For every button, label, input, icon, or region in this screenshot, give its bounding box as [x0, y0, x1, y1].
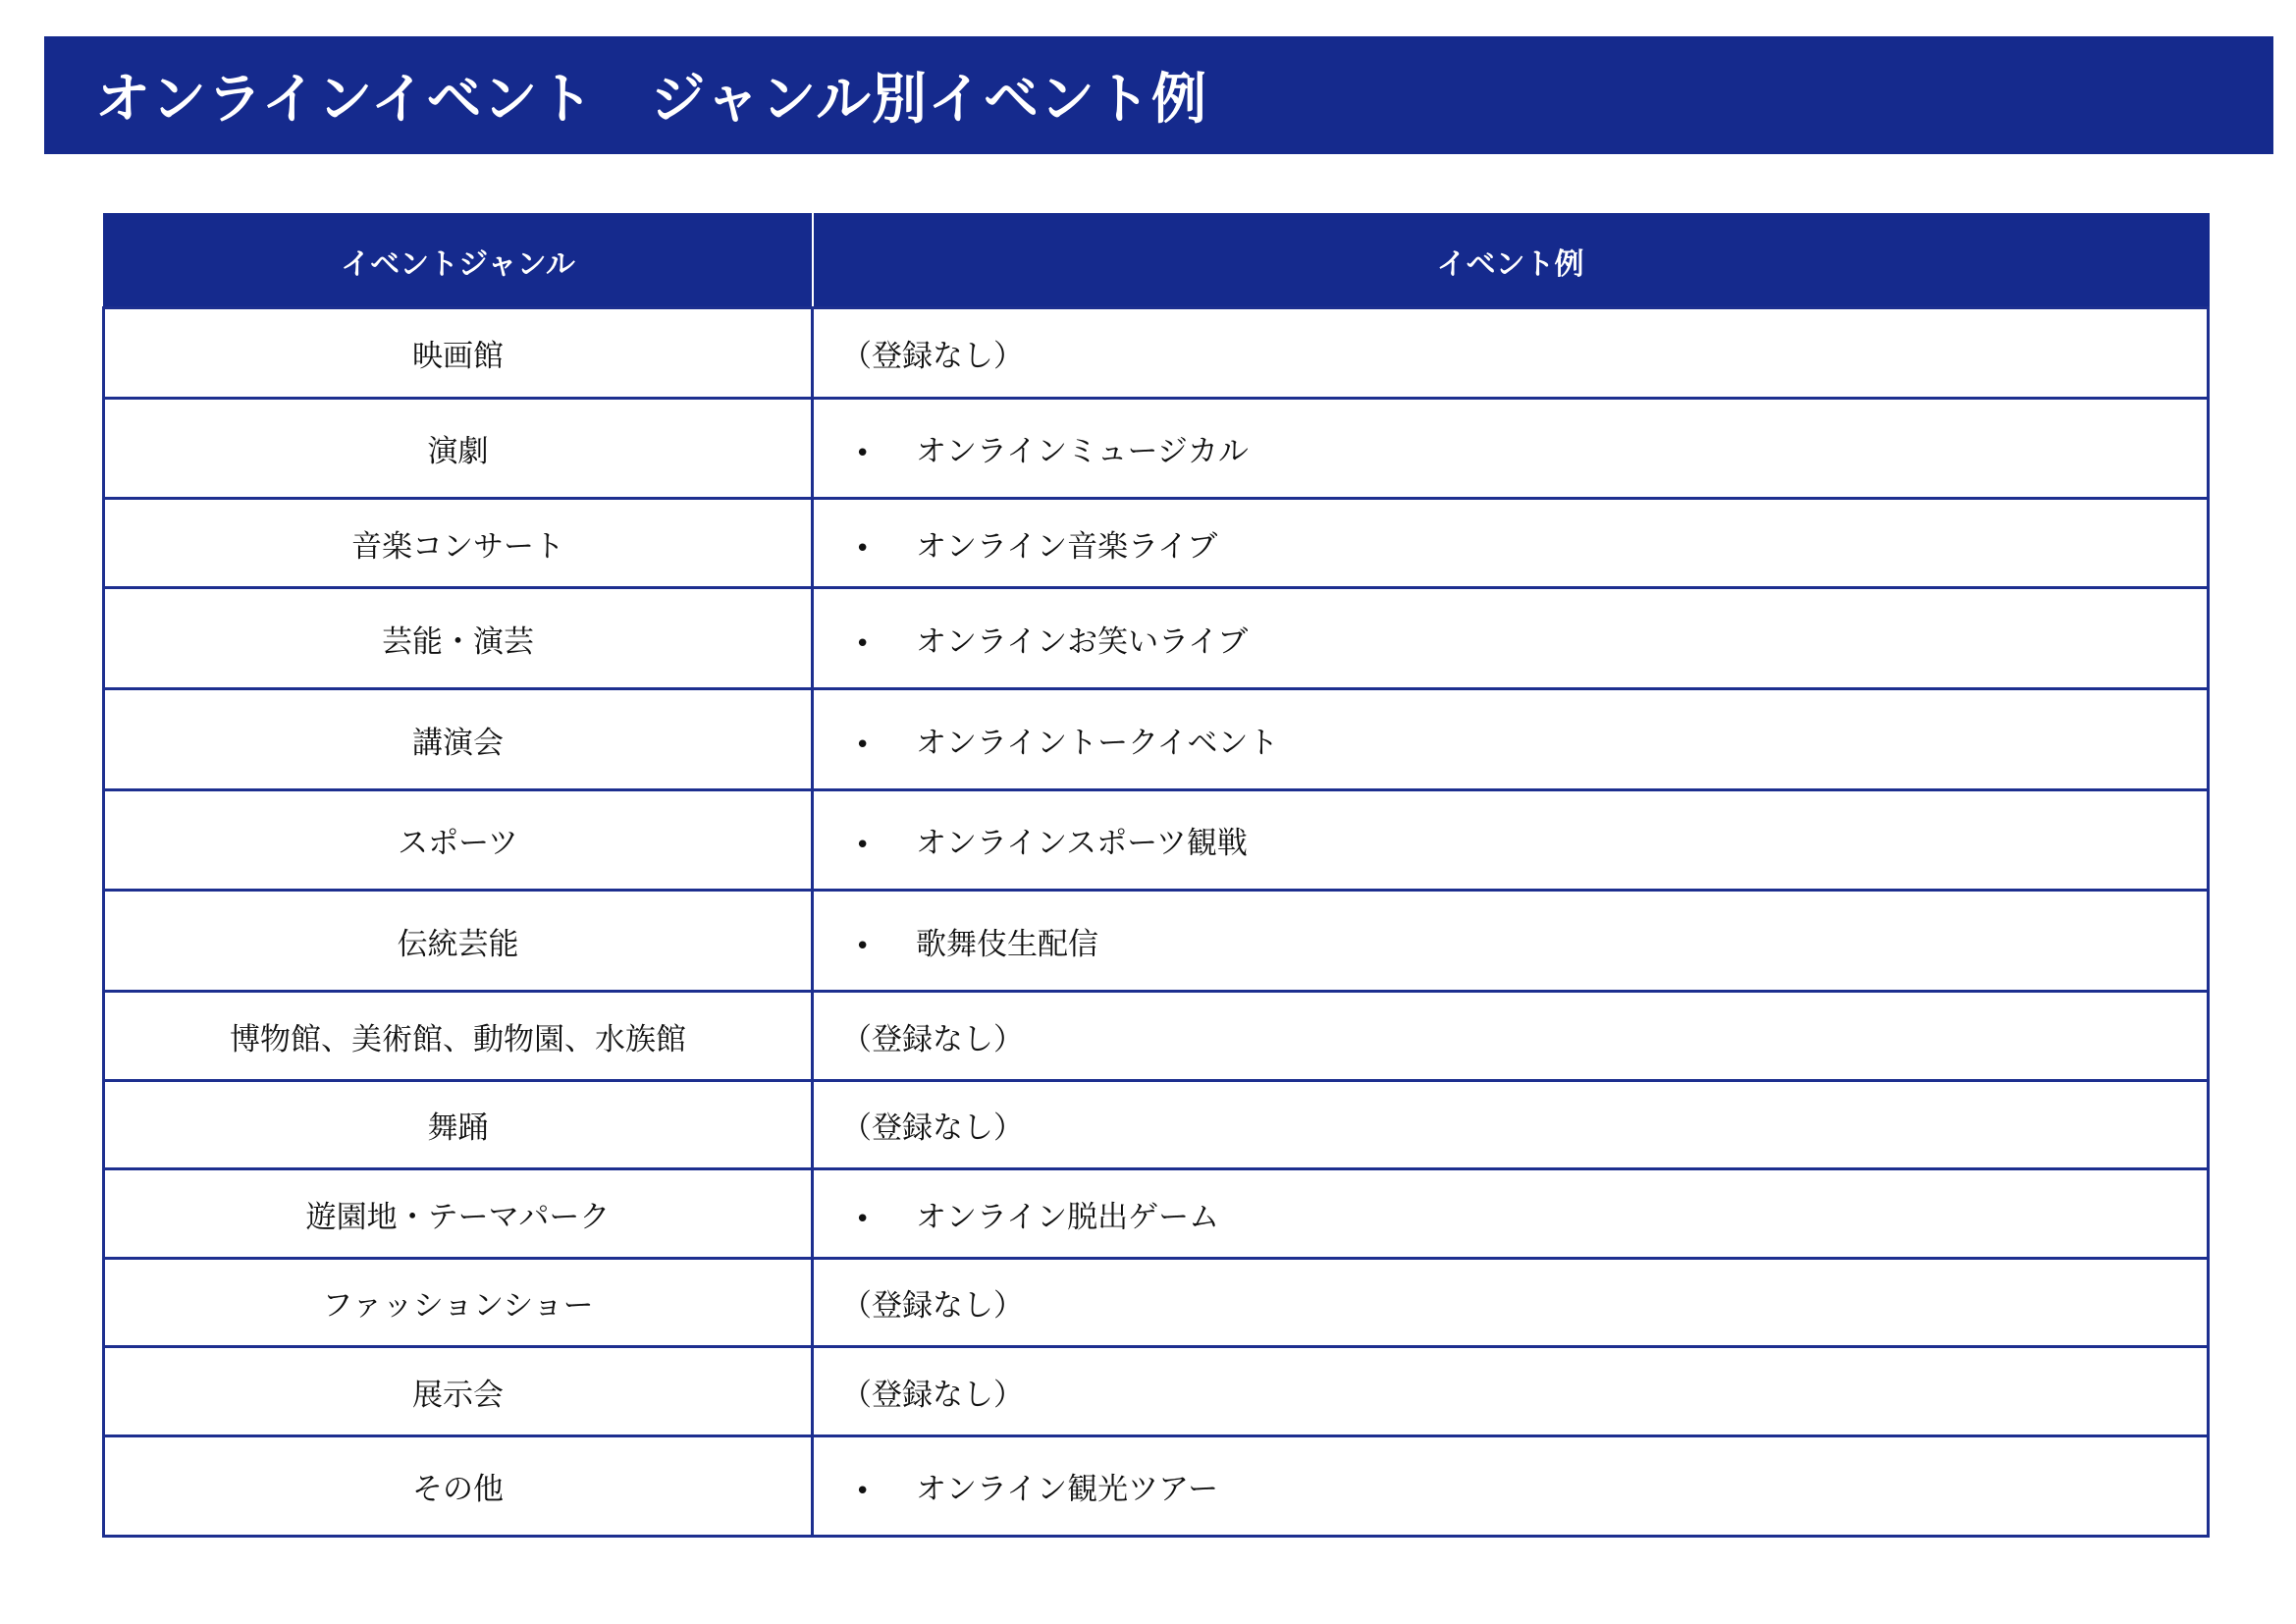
table-row — [104, 891, 2209, 992]
example-cell — [813, 790, 2209, 891]
example-text: （登録なし） — [841, 1377, 1024, 1413]
genre-cell: ファッションショー — [104, 1259, 813, 1347]
example-text: オンライン脱出ゲーム — [916, 1199, 1220, 1235]
example-cell — [813, 992, 2209, 1081]
genre-cell: スポーツ — [104, 790, 813, 891]
example-cell — [813, 689, 2209, 790]
table-header-row — [104, 214, 2209, 308]
bullet-icon: • — [855, 931, 871, 961]
column-header-genre: イベントジャンル — [104, 214, 813, 308]
example-text: （登録なし） — [841, 1110, 1024, 1146]
table-row — [104, 1436, 2209, 1537]
example-cell — [813, 1347, 2209, 1436]
genre-cell: 音楽コンサート — [104, 499, 813, 588]
example-text: （登録なし） — [841, 1021, 1024, 1057]
column-header-example: イベント例 — [813, 214, 2209, 308]
table-row — [104, 308, 2209, 399]
example-text: 歌舞伎生配信 — [916, 926, 1098, 962]
table-row — [104, 1081, 2209, 1169]
genre-cell: 講演会 — [104, 689, 813, 790]
example-text: オンラインミュージカル — [916, 434, 1249, 469]
table-row — [104, 1259, 2209, 1347]
example-text: オンラインお笑いライブ — [916, 623, 1249, 660]
page-title: オンラインイベント ジャンル別イベント例 — [95, 68, 1207, 132]
example-text: オンライン観光ツアー — [916, 1472, 1219, 1507]
example-text: （登録なし） — [841, 1288, 1024, 1324]
bullet-icon: • — [855, 533, 871, 564]
bullet-icon: • — [855, 831, 871, 860]
example-cell — [813, 891, 2209, 992]
genre-cell: 芸能・演芸 — [104, 588, 813, 689]
table-row — [104, 399, 2209, 499]
event-genre-table — [102, 213, 2210, 1538]
table-row — [104, 499, 2209, 588]
bullet-icon: • — [855, 1477, 871, 1506]
genre-cell: その他 — [104, 1436, 813, 1537]
example-cell — [813, 1259, 2209, 1347]
title-bar — [44, 36, 2273, 154]
bullet-icon: • — [855, 730, 871, 760]
example-cell — [813, 1169, 2209, 1259]
genre-cell: 遊園地・テーマパーク — [104, 1169, 813, 1259]
bullet-icon: • — [855, 628, 871, 659]
genre-cell: 演劇 — [104, 399, 813, 499]
example-text: （登録なし） — [841, 339, 1024, 374]
example-cell — [813, 588, 2209, 689]
table-row — [104, 790, 2209, 891]
genre-cell: 伝統芸能 — [104, 891, 813, 992]
example-cell — [813, 308, 2209, 399]
example-cell — [813, 1081, 2209, 1169]
example-text: オンライン音楽ライブ — [916, 528, 1218, 565]
example-cell — [813, 1436, 2209, 1537]
example-cell — [813, 499, 2209, 588]
table-row — [104, 689, 2209, 790]
genre-cell: 展示会 — [104, 1347, 813, 1436]
table-row — [104, 588, 2209, 689]
genre-cell: 博物館、美術館、動物園、水族館 — [104, 992, 813, 1081]
genre-cell: 映画館 — [104, 308, 813, 399]
genre-cell: 舞踊 — [104, 1081, 813, 1169]
example-text: オンライントークイベント — [916, 725, 1279, 761]
example-cell — [813, 399, 2209, 499]
table-row — [104, 1169, 2209, 1259]
table-row — [104, 1347, 2209, 1436]
example-text: オンラインスポーツ観戦 — [916, 826, 1248, 861]
bullet-icon: • — [855, 1204, 871, 1234]
table-row — [104, 992, 2209, 1081]
bullet-icon: • — [855, 439, 871, 468]
